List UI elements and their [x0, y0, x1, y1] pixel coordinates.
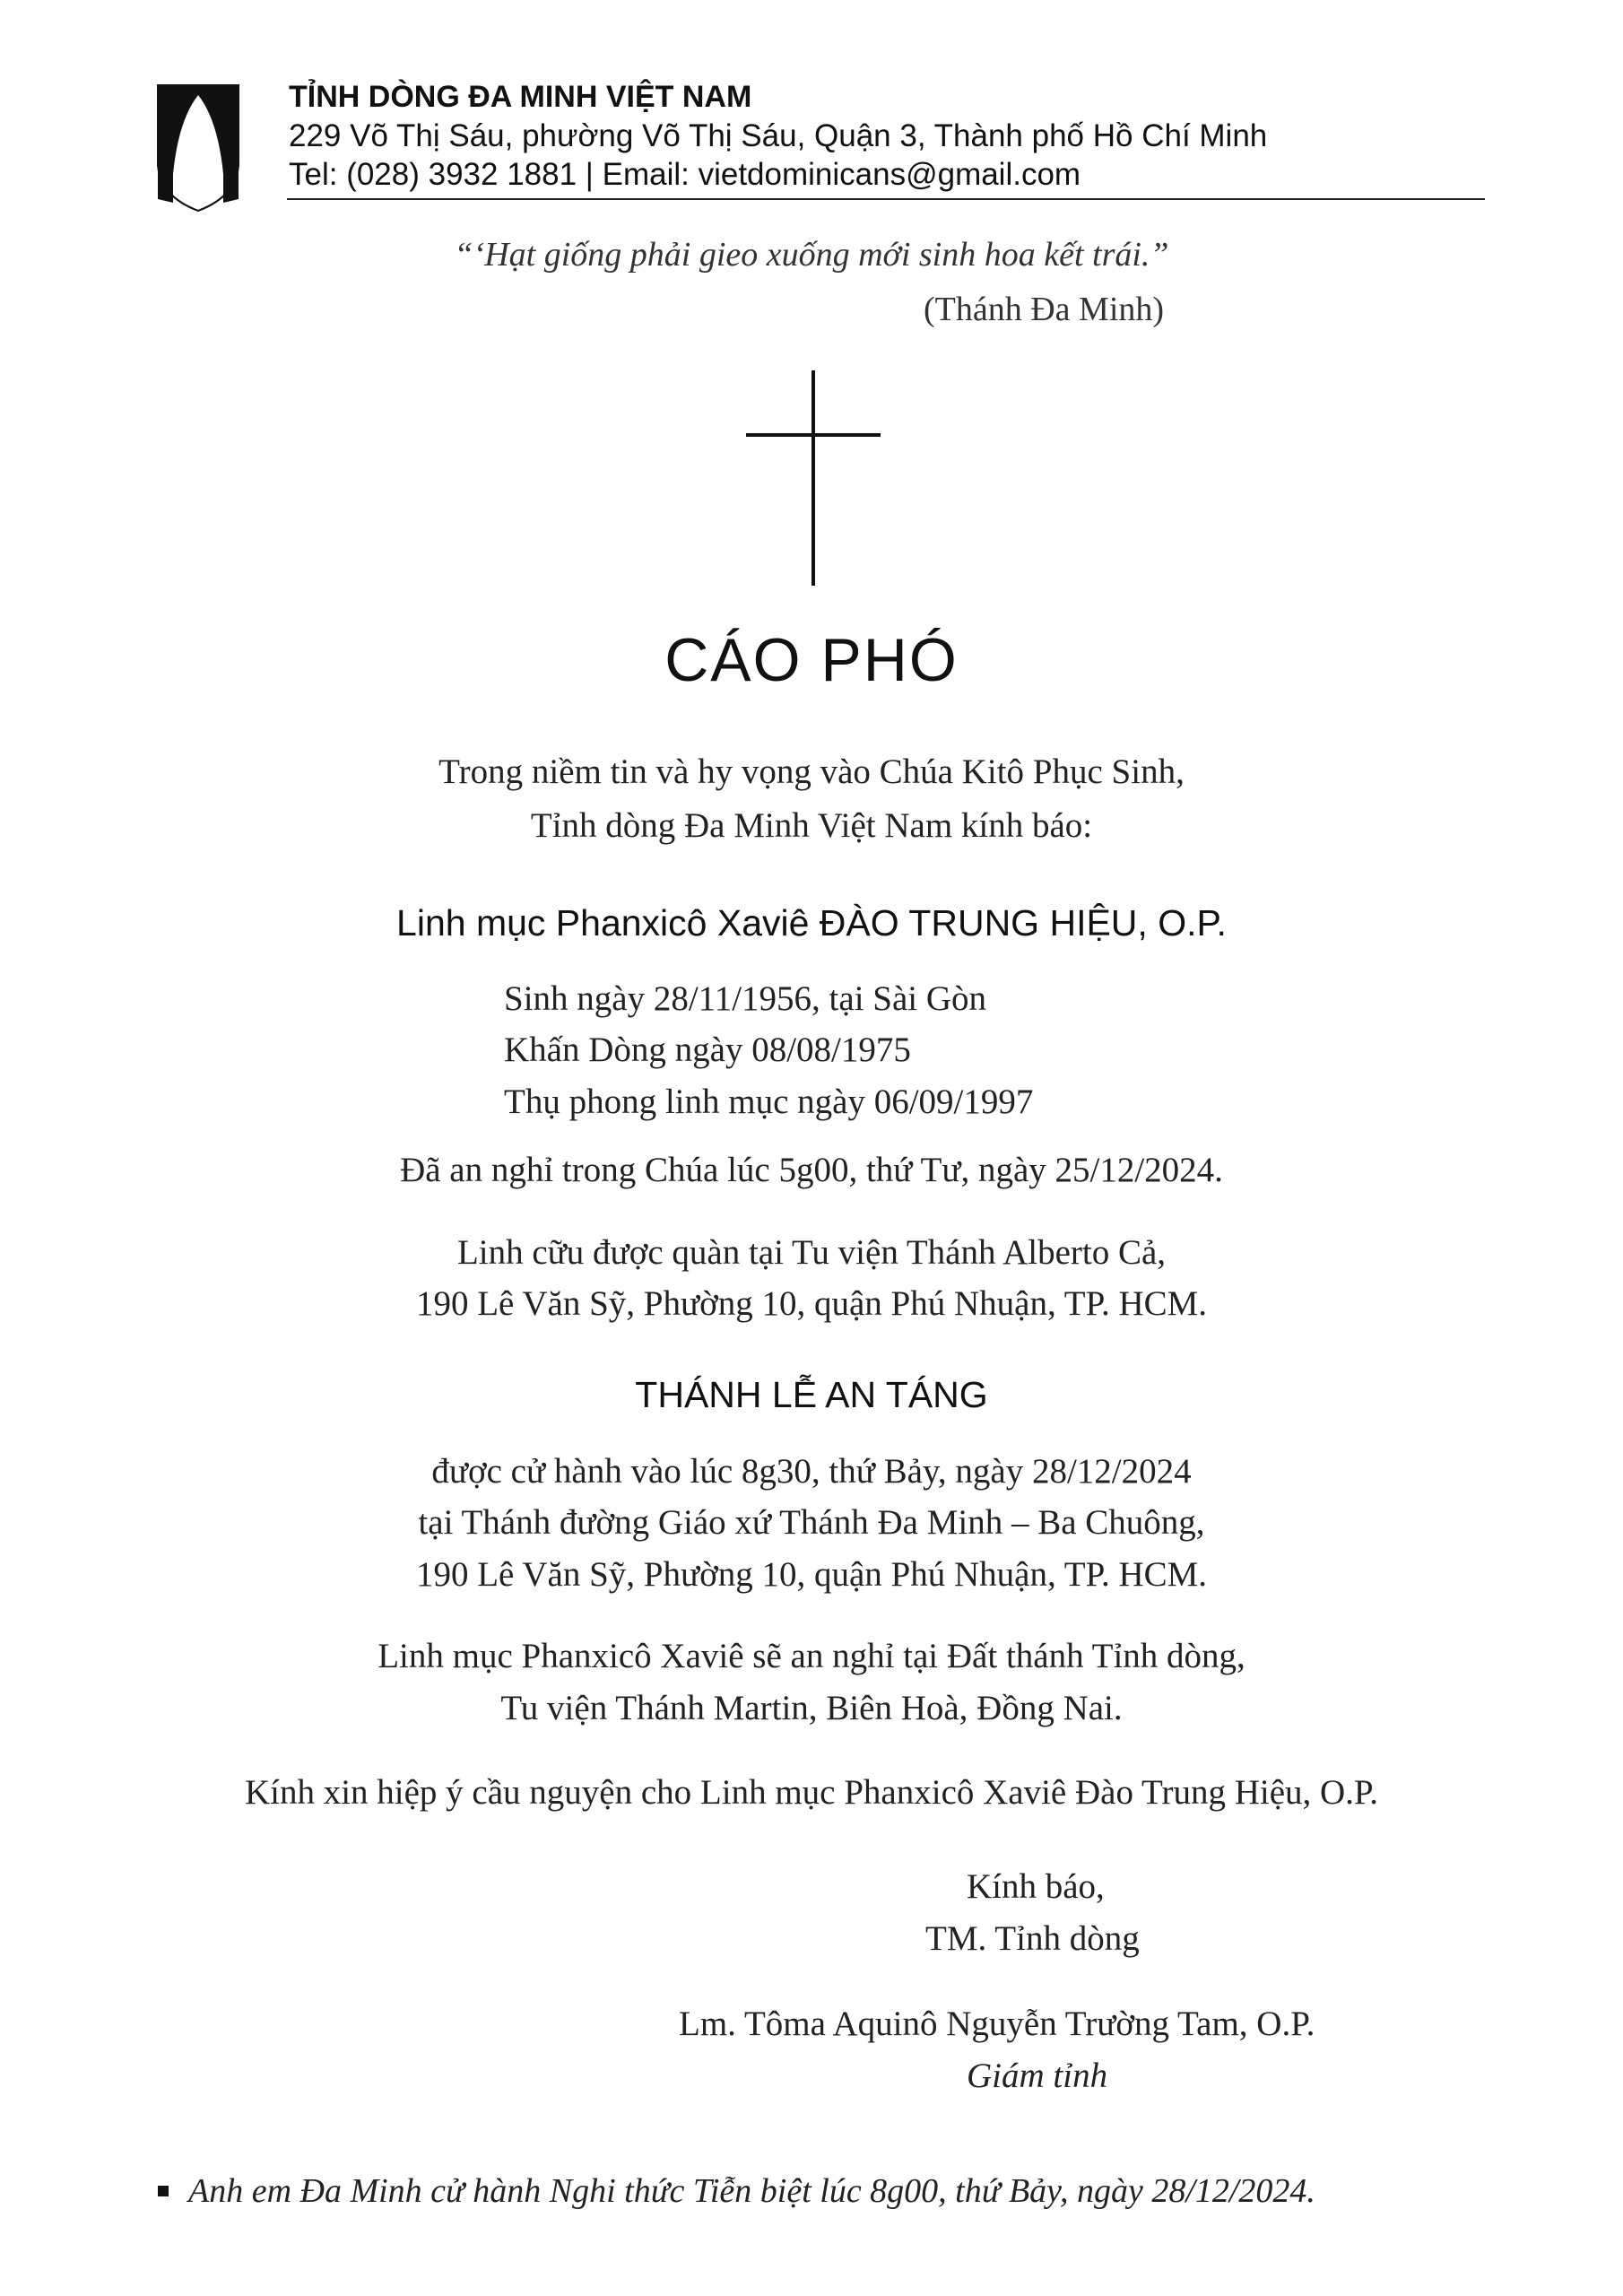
dominican-shield-icon — [157, 84, 239, 212]
signature-on-behalf: TM. Tỉnh dòng — [925, 1919, 1140, 1958]
wake-line: Linh cữu được quàn tại Tu viện Thánh Alberto Cả, — [456, 1233, 1167, 1272]
funeral-mass-line: tại Thánh đường Giáo xứ Thánh Đa Minh – Ba Chuông, — [418, 1503, 1205, 1542]
wake-line: 190 Lê Văn Sỹ, Phường 10, quận Phú Nhuận, TP. HCM. — [415, 1284, 1208, 1323]
quote-text: “‘Hạt giống phải gieo xuống mới sinh hoa kết trái.” — [454, 236, 1169, 274]
funeral-mass-line: 190 Lê Văn Sỹ, Phường 10, quận Phú Nhuận, TP. HCM. — [415, 1555, 1208, 1594]
burial-line: Linh mục Phanxicô Xaviê sẽ an nghỉ tại Đất thánh Tỉnh dòng, — [378, 1637, 1245, 1675]
quote-author: (Thánh Đa Minh) — [924, 291, 1165, 328]
bio-birth: Sinh ngày 28/11/1956, tại Sài Gòn — [504, 979, 987, 1018]
bio-ordination: Thụ phong linh mục ngày 06/09/1997 — [504, 1083, 1034, 1121]
organization-address: 229 Võ Thị Sáu, phường Võ Thị Sáu, Quận 3, Thành phố Hồ Chí Minh — [289, 118, 1268, 153]
burial-line: Tu viện Thánh Martin, Biên Hoà, Đồng Nai. — [500, 1689, 1123, 1727]
latin-cross-icon — [746, 370, 881, 586]
organization-name: TỈNH DÒNG ĐA MINH VIỆT NAM — [289, 80, 752, 114]
funeral-mass-line: được cử hành vào lúc 8g30, thứ Bảy, ngày 28/12/2024 — [431, 1452, 1192, 1491]
bio-vows: Khấn Dòng ngày 08/08/1975 — [504, 1031, 911, 1069]
signature-closing: Kính báo, — [967, 1867, 1105, 1906]
death-notice: Đã an nghỉ trong Chúa lúc 5g00, thứ Tư, ngày 25/12/2024. — [400, 1151, 1223, 1189]
bullet-icon — [158, 2186, 169, 2196]
prayer-request: Kính xin hiệp ý cầu nguyện cho Linh mục Phanxicô Xaviê Đào Trung Hiệu, O.P. — [244, 1773, 1379, 1812]
page-title: CÁO PHÓ — [664, 626, 959, 694]
intro-line: Trong niềm tin và hy vọng vào Chúa Kitô Phục Sinh, — [438, 752, 1185, 791]
signatory-name: Lm. Tôma Aquinô Nguyễn Trường Tam, O.P. — [679, 2005, 1315, 2043]
intro-line: Tỉnh dòng Đa Minh Việt Nam kính báo: — [530, 806, 1093, 845]
footnote: Anh em Đa Minh cử hành Nghi thức Tiễn biệt lúc 8g00, thứ Bảy, ngày 28/12/2024. — [188, 2172, 1315, 2210]
organization-contact: Tel: (028) 3932 1881 | Email: vietdominicans@gmail.com — [289, 157, 1081, 192]
funeral-mass-heading: THÁNH LỄ AN TÁNG — [635, 1374, 988, 1415]
header-divider — [287, 198, 1485, 200]
deceased-name: Linh mục Phanxicô Xaviê ĐÀO TRUNG HIỆU, O.P. — [396, 902, 1227, 944]
signatory-role: Giám tỉnh — [967, 2057, 1108, 2095]
